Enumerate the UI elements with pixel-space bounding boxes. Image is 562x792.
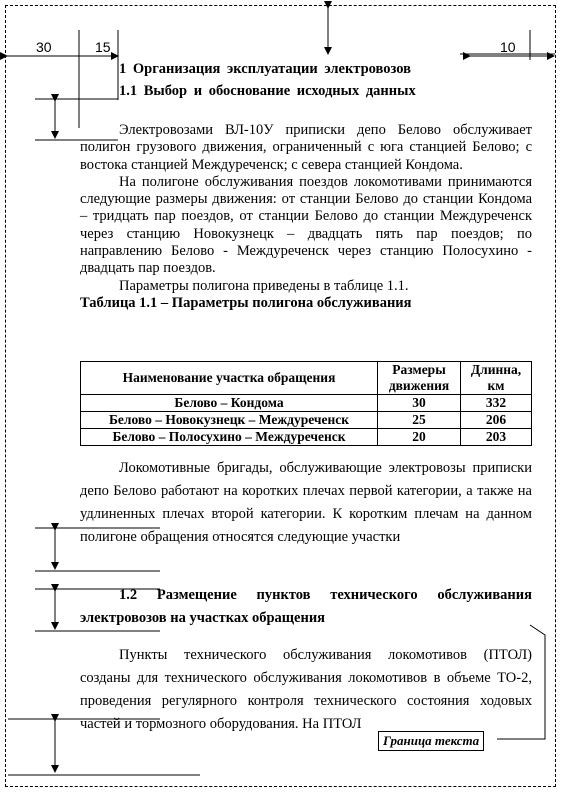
body-text-block-3 [80, 644, 532, 736]
table-row [81, 429, 532, 446]
table-cell: 20 [378, 429, 461, 446]
table-cell: 25 [378, 412, 461, 429]
table-header-cell: Размеры движения [378, 362, 461, 395]
table-cell: 203 [461, 429, 532, 446]
paragraph-2: На полигоне обслуживания поездов локомотивами принимаются следующие размеры движения: от станции Белово до станции Кондома – тридцать пар поездов, от станции Белово до станции Междуреченск через станцию Новокузнецк – двадцать пять пар поездов; по направлению Белово - Междуреченск через станцию Полосухино - двадцать пар поездов. [80, 173, 532, 277]
table-row [81, 412, 532, 429]
table-cell: 206 [461, 412, 532, 429]
heading-subsection-1-2: 1.2 Размещение пунктов технического обслуживания электровозов на участках обращения [80, 587, 532, 626]
paragraph-3: Параметры полигона приведены в таблице 1.1. [119, 277, 409, 294]
table-cell: Белово – Полосухино – Междуреченск [81, 429, 378, 446]
table-cell: Белово – Новокузнецк – Междуреченск [81, 412, 378, 429]
table-caption: Таблица 1.1 – Параметры полигона обслуживания [80, 294, 412, 311]
table-row [81, 395, 532, 412]
paragraph-1: Электровозами ВЛ-10У приписки депо Белово обслуживает полигон грузового движения, ограниченный с юга станцией Белово; с востока станцией Междуреченск; с севера станцией Кондома. [80, 122, 532, 173]
text-boundary-callout: Граница текста [378, 731, 484, 751]
heading-section-1: 1 Организация эксплуатации электровозов [119, 61, 411, 77]
table-cell: 332 [461, 395, 532, 412]
table-cell: 30 [378, 395, 461, 412]
body-text-block-1 [80, 122, 532, 312]
parameters-table [80, 361, 532, 446]
margin-left-dimension: 30 [36, 39, 52, 55]
paragraph-4: Локомотивные бригады, обслуживающие электровозы приписки депо Белово работают на коротких плечах первой категории, а также на удлиненных плечах второй категории. К коротким плечам на данном полигоне обращения относятся следующие участки [80, 460, 532, 545]
table-cell: Белово – Кондома [81, 395, 378, 412]
margin-binding-dimension: 15 [95, 39, 111, 55]
margin-right-dimension: 10 [500, 39, 516, 55]
table-header-cell: Длинна, км [461, 362, 532, 395]
heading-subsection-1-1: 1.1 Выбор и обоснование исходных данных [119, 83, 416, 99]
paragraph-5: Пункты технического обслуживания локомотивов (ПТОЛ) созданы для технического обслуживания локомотивов в объеме ТО-2, проведения регулярного контроля технического состояния ходовых частей и тормозного оборудования. На ПТОЛ [80, 647, 532, 732]
body-text-block-2 [80, 457, 532, 549]
table-header-cell: Наименование участка обращения [81, 362, 378, 395]
table-header-row [81, 362, 532, 395]
